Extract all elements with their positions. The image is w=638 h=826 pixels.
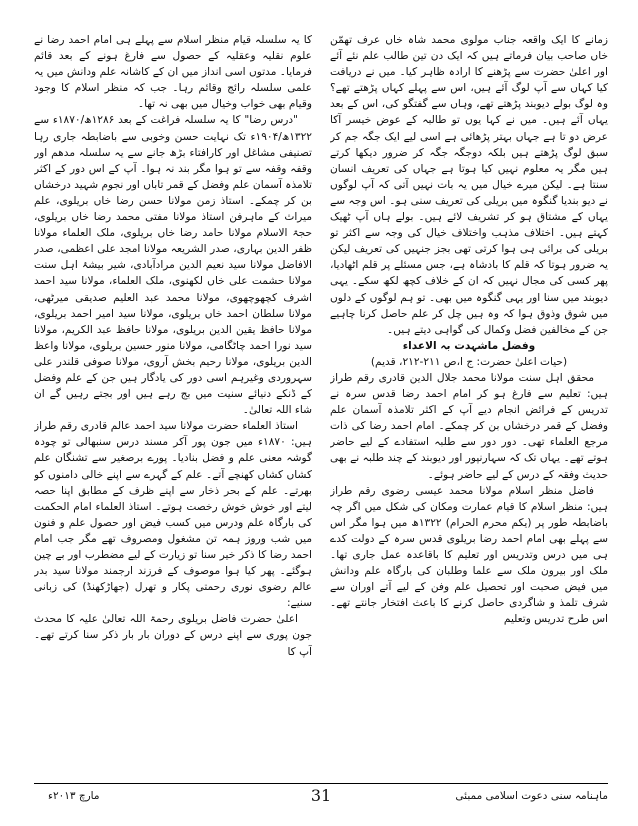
magazine-title: ماہنامہ سنی دعوت اسلامی ممبئی bbox=[455, 790, 608, 802]
page-footer bbox=[34, 783, 608, 814]
issue-date: مارچ ۲۰۱۳ء bbox=[48, 790, 100, 802]
right-paragraph-1 bbox=[330, 32, 608, 370]
left-column bbox=[34, 32, 312, 817]
left-paragraph-1: کا یہ سلسلہ قیام منظر اسلام سے پہلے ہی امام احمد رضا نے علوم نقلیہ وعقلیہ کے حصول سے فارغ ہونے کے بعد قائم فرمایا۔ مدتوں اسی انداز میں ان کے کاشانہ علم ودانش میں یہ علمی سلسلہ رائج وقائم رہا۔ جب کہ منظر اسلام کا وجود وقیام بھی خواب وخیال میں بھی نہ تھا۔ bbox=[34, 34, 312, 111]
right-column bbox=[330, 32, 608, 817]
right-paragraph-2: محقق اہل سنت مولانا محمد جلال الدین قادری رقم طراز ہیں: تعلیم سے فارغ ہو کر امام احمد رضا قدس سرہ نے تدریس کے فرائض انجام دیے آپ کے اکثر تلامذہ آسمان علم وفضل کے قمر درخشاں بن کر چمکے۔ امام احمد رضا کی ذات مرجع العلماء تھی۔ دور دور سے طلبہ استفادے کے لیے حاضر ہوتے تھے۔ یہاں تک کہ سہارنپور اور دیوبند کے چند طلبہ نے بھی حدیث وفقہ کے درس کے لیے حاضر ہوئے۔ bbox=[330, 371, 608, 481]
left-paragraph-4: اعلیٰ حضرت فاضل بریلوی رحمۃ اللہ تعالیٰ علیہ کا محدث جون پوری سے اپنے درس کے دوران بار بار ذکر سنا کرتے تھے۔ آپ کا bbox=[34, 613, 312, 658]
left-paragraph-3: استاذ العلماء حضرت مولانا سید احمد عالم قادری رقم طراز ہیں: ۱۸۷۰ء میں جون پور آکر مسند درس سنبھالی تو چودہ گوشہ معنی علم و فضل بنادیا۔ پورے برصغیر سے تشنگان علم کشاں کشاں کھنچے آتے۔ علم کے گہرے سے اپنے خالی دامنوں کو بھرتے۔ علم کے بحر ذخار سے اپنے ظرف کے مطابق اپنا حصہ لیتے اور خوش خوش رخصت ہوتے۔ استاذ العلماء امام الحکمت کی بارگاہ علم ودرس میں کسب فیض اور حصول علم و فنون میں شب وروز ہمہ تن مشغول ومصروف تھے مگر جب امام احمد رضا کا ذکر خیر سنا تو زیارت کے لیے مضطرب اور بے چین ہوگئے۔ پھر کیا ہوا موصوف کے فرزند ارجمند مولانا سید بدر عالم رضوی نوری رحمتی پکار و تھرل (جھاڑکھنڈ) کی زبانی سنیے: bbox=[34, 420, 312, 610]
right-paragraph-3: فاضل منظر اسلام مولانا محمد عیسی رضوی رقم طراز ہیں: منظر اسلام کا قیام عمارت ومکان کی شکل میں اگر چہ باضابطہ طور پر (یکم محرم الحرام) ۱۳۲۲ھ میں ہوا مگر اس سے پہلے بھی امام احمد رضا بریلوی قدس سرہ کے دولت کدے ہی میں درس وتدریس اور تعلیم کا باقاعدہ عمل جاری تھا۔ ملک اور بیرون ملک سے علما وطلبان کی بارگاہ علم ودانش میں فیض صحبت اور تحصیل علم وفن کے لیے آتے اوران سے شرف تلمذ و شاگردی حاصل کرنے کا باعث افتخار جانتے تھے۔ اس طرح تدریس وتعلیم bbox=[330, 484, 608, 626]
left-paragraph-2: "درس رضا" کا یہ سلسلہ فراغت کے بعد ۱۲۸۶ھ/۱۸۷۰ء سے ۱۳۲۲ھ/۱۹۰۴ء تک نہایت حسن وخوبی سے باضابطہ جاری رہا تصنیفی مشاغل اور کارافتاء بڑھ جانے سے یہ سلسلہ مدھم اور وقفہ وقفہ سے تو ہوا مگر بند نہ ہوا۔ آپ کے اس دور کے اکثر تلامذہ آسمان علم وفضل کے قمر تاباں اور نجوم شہید درخشاں بن کر چمکے۔ استاذ زمن مولانا حسن رضا خاں بریلوی، علم میراث کے ماہرفن استاذ مولانا مفتی محمد رضا خاں بریلوی، حجۃ الاسلام مولانا حامد رضا خاں بریلوی، ملک العلماء مولانا ظفر الدین بہاری، صدر الشریعہ مولانا امجد علی اعظمی، صدر الافاضل مولانا سید نعیم الدین مرادآبادی، شیر بیشۂ اہل سنت مولانا حشمت علی خاں لکھنوی، ملک العلماء، مولانا سید احمد اشرف کچھوچھوی، مولانا محمد عبد العلیم صدیقی میرٹھی، مولانا سلطان احمد خاں بریلوی، مولانا سید امیر احمد بریلوی، مولانا حافظ یقین الدین بریلوی، مولانا حافظ عبد الکریم، مولانا سید نورا احمد چاٹگامی، مولانا منور حسین بریلوی، مولانا واعظ الدین بریلوی، مولانا رحیم بخش آروی، مولانا صوفی قلندر علی سہروردی وغیرہم اسی دور کی یادگار ہیں جن کے علم وفضل کے ڈنکے دنیائے سنیت میں بج رہے ہیں اور بجتے رہیں گے ان شاء اللہ تعالیٰ۔ bbox=[34, 114, 312, 417]
reference-citation: (حیات اعلیٰ حضرت: ج ا،ص ۲۱۱-۲۱۲، قدیم) bbox=[370, 355, 568, 368]
arabic-quote: وفضل ماشہدت بہ الاعداء bbox=[402, 339, 536, 352]
page-number: 31 bbox=[310, 786, 332, 805]
right-paragraph-1-text: زمانے کا ایک واقعہ جناب مولوی محمد شاہ خاں عرف تھمّن خاں صاحب بیان فرماتے ہیں کہ ایک دن تین طالب علم نئے آئے اور اعلیٰ حضرت سے پڑھنے کا ارادہ ظاہر کیا۔ میں نے دریافت کیا کہاں سے آپ لوگ آئے ہیں، اس سے پہلے کہاں پڑھتے تھے؟ وہ لوگ بولے دیوبند پڑھتے تھے، وہاں سے گفتگو کی، اس کے بعد یہاں آئے ہیں۔ میں نے کہا یوں تو طالبہ کے عوض خیسر آکا عرض دو تا ہے جہاں بہتر پڑھائی ہے اسی لیے ایک جگہ جم کر سبق لوگ پڑھتے ہیں بلکہ دوجگہ جگہ کر ضرور دیکھا کرتے ہیں مگر یہ معلوم نہیں کیا ہوتا ہے جہاں کی تعریف انسان سنتا ہے۔ لیکن میرے خیال میں یہ بات نہیں آتی کہ آپ لوگوں نے دیو بندیا گنگوہ میں بریلی کی تعریف سنی ہو۔ اس وجہ سے یہاں کے مشتاق ہو کر تشریف لائے ہیں۔ بولے ہاں آپ ٹھیک کہتے ہیں۔ اختلاف مذہب واختلاف خیال کی وجہ سے اکثر تو بریلی کی برائی ہی ہوا کرتی تھی بجز جنہیں کی تعریف لیکن یہ ضرور ہوتا کہ قلم کا بادشاہ ہے، جس مسئلے پر قلم اٹھادیا، پھر کسی کی مجال نہیں کہ ان کے خلاف کچھ لکھ سکے۔ یہی دیوبند میں سنا اور یہی گنگوہ میں بھی۔ تو ہم لوگوں کے دلوں میں شوق وذوق ہوا کہ وہ ہیں چل کر علم حاصل کرنا چاہیے جن کے مخالفین فضل وکمال کی گواہی دیتے ہیں۔ bbox=[330, 34, 608, 336]
